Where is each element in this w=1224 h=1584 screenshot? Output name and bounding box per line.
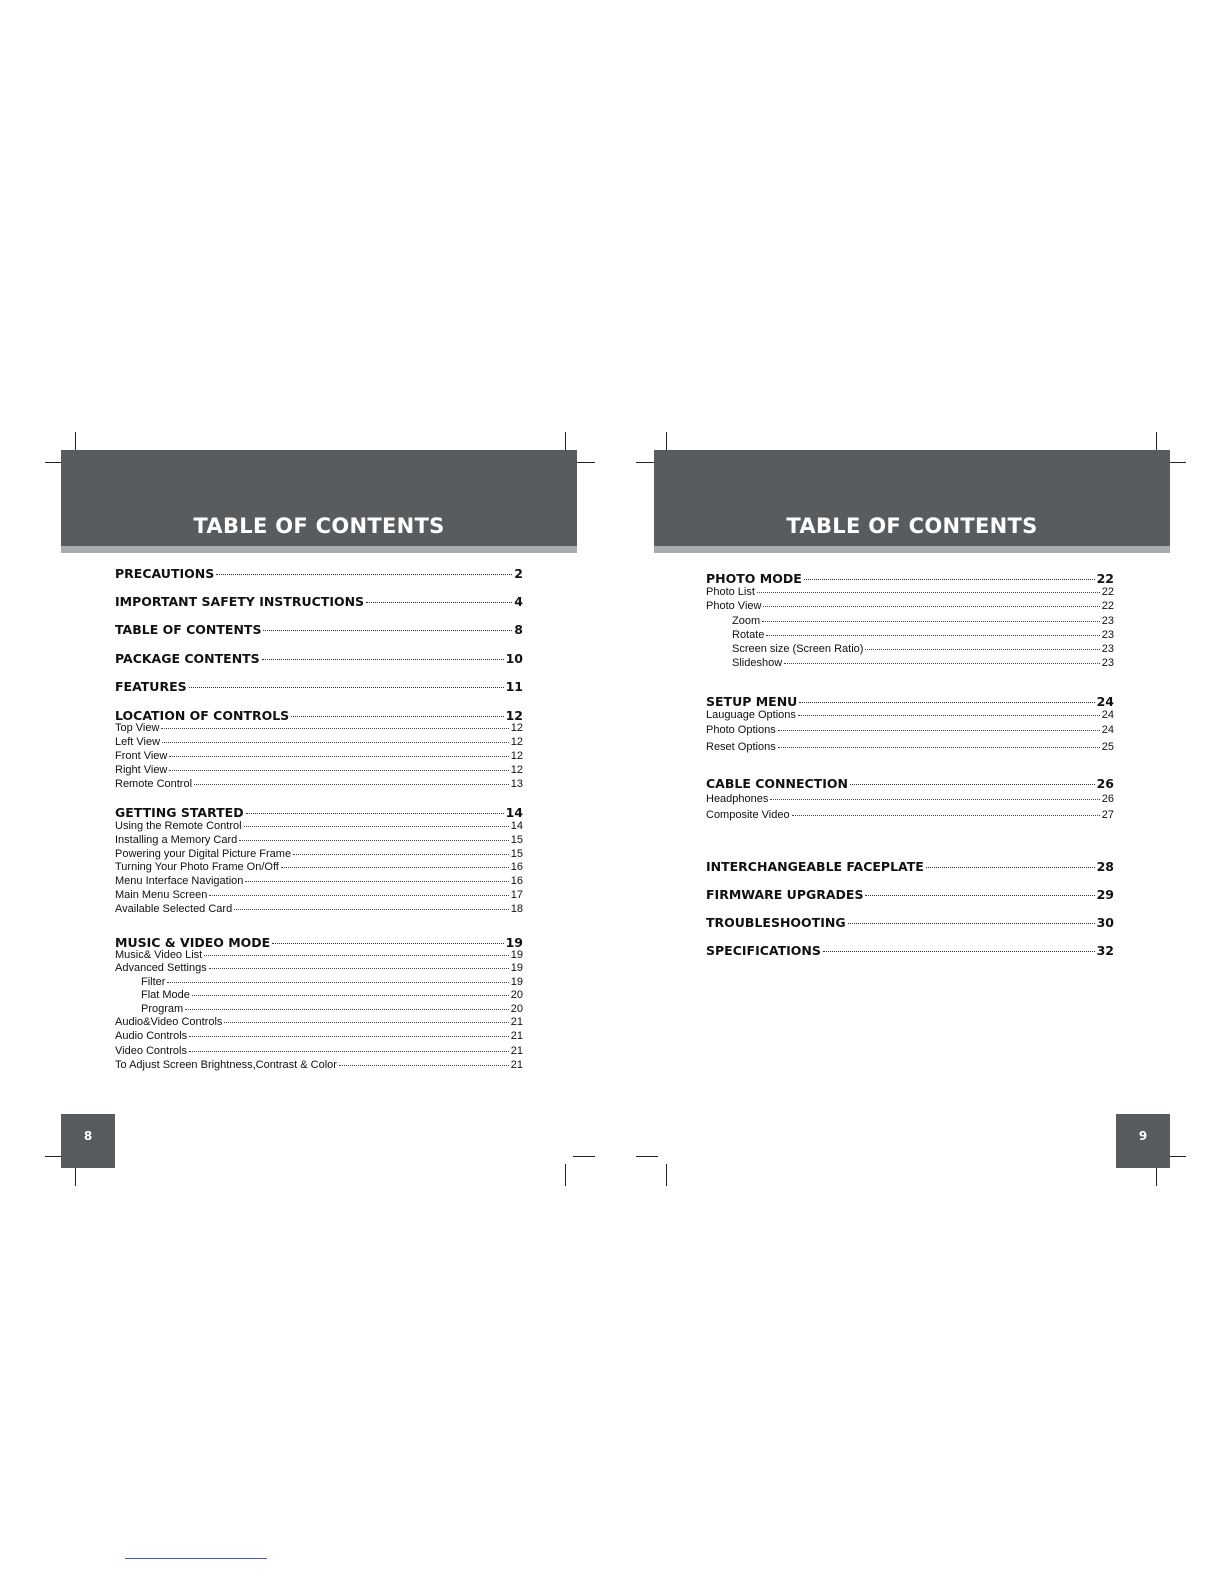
toc-entry-page: 12 xyxy=(510,722,523,734)
toc-entry-page: 21 xyxy=(510,1016,523,1028)
toc-entry-page: 14 xyxy=(505,804,523,820)
toc-subentry[interactable] xyxy=(115,1003,523,1015)
toc-subentry[interactable] xyxy=(706,600,1114,612)
toc-section-entry[interactable] xyxy=(706,915,1114,930)
toc-entry-page: 17 xyxy=(510,889,523,901)
toc-entry-page: 19 xyxy=(505,934,523,950)
toc-entry-title: Main Menu Screen xyxy=(115,889,208,901)
toc-section-entry[interactable] xyxy=(115,805,523,820)
toc-subentry[interactable] xyxy=(115,889,523,901)
toc-subentry[interactable] xyxy=(115,1016,523,1028)
dot-leader xyxy=(770,799,1099,800)
toc-entry-title: Front View xyxy=(115,750,168,762)
dot-leader xyxy=(798,715,1100,716)
dot-leader xyxy=(865,649,1099,650)
toc-subentry[interactable] xyxy=(115,764,523,776)
dot-leader xyxy=(244,826,509,827)
toc-subentry[interactable] xyxy=(115,976,523,988)
crop-mark xyxy=(573,1156,595,1157)
page-number: 8 xyxy=(61,1114,115,1168)
toc-entry-page: 18 xyxy=(510,903,523,915)
dot-leader xyxy=(246,813,504,814)
dot-leader xyxy=(169,770,508,771)
toc-subentry[interactable] xyxy=(115,1059,523,1071)
toc-section-entry[interactable] xyxy=(115,594,523,609)
toc-entry-title: Music& Video List xyxy=(115,949,203,961)
toc-entry-page: 12 xyxy=(505,707,523,723)
toc-entry-title: To Adjust Screen Brightness,Contrast & Color xyxy=(115,1059,337,1071)
toc-entry-page: 12 xyxy=(510,750,523,762)
dot-leader xyxy=(262,659,504,660)
toc-section-entry[interactable] xyxy=(115,622,523,637)
bottom-rule xyxy=(125,1558,267,1559)
toc-section-entry[interactable] xyxy=(115,708,523,723)
toc-section-entry[interactable] xyxy=(706,943,1114,958)
dot-leader xyxy=(850,784,1095,785)
toc-section-entry[interactable] xyxy=(706,776,1114,791)
toc-entry-title: Slideshow xyxy=(732,657,783,669)
toc-entry-page: 12 xyxy=(510,764,523,776)
toc-subentry[interactable] xyxy=(706,793,1114,805)
toc-entry-page: 29 xyxy=(1096,886,1114,902)
dot-leader xyxy=(167,982,508,983)
toc-entry-page: 23 xyxy=(1101,643,1114,655)
dot-leader xyxy=(194,784,509,785)
toc-entry-title: FIRMWARE UPGRADES xyxy=(706,886,864,902)
toc-entry-title: Powering your Digital Picture Frame xyxy=(115,848,292,860)
toc-section-entry[interactable] xyxy=(706,694,1114,709)
toc-subentry[interactable] xyxy=(115,834,523,846)
toc-subentry[interactable] xyxy=(115,778,523,790)
toc-entry-title: Remote Control xyxy=(115,778,193,790)
crop-mark xyxy=(565,1164,566,1186)
dot-leader xyxy=(192,995,509,996)
toc-entry-title: Photo Options xyxy=(706,724,776,736)
toc-subentry[interactable] xyxy=(115,820,523,832)
toc-subentry[interactable] xyxy=(115,875,523,887)
toc-subentry[interactable] xyxy=(115,989,523,1001)
dot-leader xyxy=(804,579,1095,580)
dot-leader xyxy=(757,592,1100,593)
toc-entry-title: SPECIFICATIONS xyxy=(706,942,821,958)
page-number: 9 xyxy=(1116,1114,1170,1168)
dot-leader xyxy=(189,687,504,688)
toc-entry-page: 13 xyxy=(510,778,523,790)
toc-entry-page: 23 xyxy=(1101,615,1114,627)
toc-subentry[interactable] xyxy=(706,657,1114,669)
toc-entry-page: 24 xyxy=(1101,724,1114,736)
toc-entry-title: Reset Options xyxy=(706,741,776,753)
toc-entry-title: PRECAUTIONS xyxy=(115,565,215,581)
toc-entry-page: 19 xyxy=(510,949,523,961)
toc-entry-page: 20 xyxy=(510,989,523,1001)
dot-leader xyxy=(848,923,1095,924)
dot-leader xyxy=(189,1036,509,1037)
toc-entry-title: Headphones xyxy=(706,793,769,805)
dot-leader xyxy=(366,602,512,603)
toc-entry-page: 23 xyxy=(1101,657,1114,669)
toc-entry-title: IMPORTANT SAFETY INSTRUCTIONS xyxy=(115,593,365,609)
toc-section-entry[interactable] xyxy=(115,679,523,694)
toc-entry-title: PACKAGE CONTENTS xyxy=(115,650,260,666)
toc-subentry[interactable] xyxy=(115,848,523,860)
dot-leader xyxy=(161,728,508,729)
toc-entry-title: Using the Remote Control xyxy=(115,820,242,832)
toc-entry-title: Advanced Settings xyxy=(115,962,207,974)
toc-entry-title: Flat Mode xyxy=(141,989,190,1001)
toc-entry-page: 28 xyxy=(1096,858,1114,874)
toc-entry-title: LOCATION OF CONTROLS xyxy=(115,707,290,723)
toc-entry-title: Top View xyxy=(115,722,160,734)
dot-leader xyxy=(339,1065,509,1066)
dot-leader xyxy=(865,895,1094,896)
toc-entry-page: 26 xyxy=(1101,793,1114,805)
crop-mark xyxy=(666,1164,667,1186)
toc-entry-page: 15 xyxy=(510,834,523,846)
toc-entry-page: 24 xyxy=(1101,709,1114,721)
toc-entry-title: Filter xyxy=(141,976,166,988)
toc-entry-page: 21 xyxy=(510,1059,523,1071)
dot-leader xyxy=(272,943,503,944)
toc-subentry[interactable] xyxy=(706,809,1114,821)
toc-entry-page: 24 xyxy=(1096,693,1114,709)
toc-subentry[interactable] xyxy=(706,586,1114,598)
dot-leader xyxy=(823,951,1095,952)
dot-leader xyxy=(224,1022,508,1023)
toc-entry-page: 32 xyxy=(1096,942,1114,958)
toc-entry-title: Rotate xyxy=(732,629,765,641)
toc-subentry[interactable] xyxy=(706,709,1114,721)
toc-entry-page: 8 xyxy=(514,621,523,637)
header-band xyxy=(654,450,1170,546)
dot-leader xyxy=(281,867,509,868)
toc-section-entry[interactable] xyxy=(706,571,1114,586)
header-rule xyxy=(61,546,577,553)
toc-entry-title: Screen size (Screen Ratio) xyxy=(732,643,864,655)
toc-entry-title: Photo View xyxy=(706,600,762,612)
dot-leader xyxy=(169,756,508,757)
toc-entry-page: 27 xyxy=(1101,809,1114,821)
toc-entry-title: Program xyxy=(141,1003,184,1015)
dot-leader xyxy=(778,747,1100,748)
toc-subentry[interactable] xyxy=(115,750,523,762)
toc-section-entry[interactable] xyxy=(115,651,523,666)
toc-entry-title: INTERCHANGEABLE FACEPLATE xyxy=(706,858,924,874)
toc-entry-title: SETUP MENU xyxy=(706,693,798,709)
toc-entry-title: Available Selected Card xyxy=(115,903,233,915)
toc-entry-page: 12 xyxy=(510,736,523,748)
toc-subentry[interactable] xyxy=(115,722,523,734)
toc-entry-page: 2 xyxy=(514,565,523,581)
dot-leader xyxy=(792,815,1100,816)
dot-leader xyxy=(263,630,512,631)
toc-subentry[interactable] xyxy=(706,615,1114,627)
toc-subentry[interactable] xyxy=(115,1030,523,1042)
toc-entry-page: 21 xyxy=(510,1030,523,1042)
toc-entry-page: 20 xyxy=(510,1003,523,1015)
toc-section-entry[interactable] xyxy=(706,859,1114,874)
dot-leader xyxy=(766,635,1099,636)
toc-entry-page: 19 xyxy=(510,962,523,974)
toc-subentry[interactable] xyxy=(706,629,1114,641)
toc-entry-title: Audio Controls xyxy=(115,1030,188,1042)
header-band xyxy=(61,450,577,546)
toc-entry-title: PHOTO MODE xyxy=(706,570,802,586)
toc-section-entry[interactable] xyxy=(115,935,523,950)
toc-entry-title: Left View xyxy=(115,736,161,748)
toc-entry-page: 19 xyxy=(510,976,523,988)
toc-entry-title: Turning Your Photo Frame On/Off xyxy=(115,861,279,873)
toc-entry-title: Zoom xyxy=(732,615,761,627)
dot-leader xyxy=(778,730,1100,731)
dot-leader xyxy=(209,968,509,969)
dot-leader xyxy=(216,574,512,575)
toc-entry-page: 26 xyxy=(1096,775,1114,791)
toc-subentry[interactable] xyxy=(115,949,523,961)
toc-entry-page: 22 xyxy=(1101,586,1114,598)
toc-subentry[interactable] xyxy=(115,1045,523,1057)
toc-subentry[interactable] xyxy=(706,741,1114,753)
header-rule xyxy=(654,546,1170,553)
dot-leader xyxy=(234,909,509,910)
dot-leader xyxy=(763,606,1099,607)
toc-entry-title: Menu Interface Navigation xyxy=(115,875,244,887)
dot-leader xyxy=(239,840,508,841)
toc-entry-page: 4 xyxy=(514,593,523,609)
dot-leader xyxy=(784,663,1100,664)
dot-leader xyxy=(209,895,508,896)
dot-leader xyxy=(926,867,1095,868)
toc-entry-title: Video Controls xyxy=(115,1045,187,1057)
dot-leader xyxy=(185,1009,509,1010)
dot-leader xyxy=(293,854,509,855)
toc-subentry[interactable] xyxy=(115,736,523,748)
toc-entry-page: 15 xyxy=(510,848,523,860)
dot-leader xyxy=(189,1051,509,1052)
toc-entry-title: TABLE OF CONTENTS xyxy=(115,621,262,637)
toc-subentry[interactable] xyxy=(115,903,523,915)
toc-entry-page: 14 xyxy=(510,820,523,832)
toc-entry-page: 22 xyxy=(1096,570,1114,586)
toc-entry-page: 11 xyxy=(505,678,523,694)
dot-leader xyxy=(162,742,509,743)
right-page xyxy=(612,0,1224,1584)
toc-entry-page: 22 xyxy=(1101,600,1114,612)
toc-entry-title: MUSIC & VIDEO MODE xyxy=(115,934,271,950)
toc-entry-title: Right View xyxy=(115,764,168,776)
dot-leader xyxy=(204,955,509,956)
toc-entry-page: 21 xyxy=(510,1045,523,1057)
toc-subentry[interactable] xyxy=(115,962,523,974)
page-title: TABLE OF CONTENTS xyxy=(193,514,445,538)
toc-entry-page: 16 xyxy=(510,861,523,873)
toc-entry-page: 25 xyxy=(1101,741,1114,753)
page-title: TABLE OF CONTENTS xyxy=(786,514,1038,538)
toc-entry-title: Installing a Memory Card xyxy=(115,834,238,846)
toc-entry-title: Audio&Video Controls xyxy=(115,1016,223,1028)
dot-leader xyxy=(245,881,508,882)
toc-entry-title: FEATURES xyxy=(115,678,187,694)
toc-entry-title: Lauguage Options xyxy=(706,709,796,721)
toc-entry-page: 23 xyxy=(1101,629,1114,641)
toc-entry-title: Photo List xyxy=(706,586,755,598)
toc-entry-title: TROUBLESHOOTING xyxy=(706,914,846,930)
toc-entry-title: CABLE CONNECTION xyxy=(706,775,848,791)
toc-entry-page: 16 xyxy=(510,875,523,887)
toc-section-entry[interactable] xyxy=(706,887,1114,902)
crop-mark xyxy=(636,1156,658,1157)
dot-leader xyxy=(799,702,1094,703)
toc-entry-page: 10 xyxy=(505,650,523,666)
toc-entry-title: GETTING STARTED xyxy=(115,804,244,820)
toc-entry-title: Composite Video xyxy=(706,809,790,821)
toc-entry-page: 30 xyxy=(1096,914,1114,930)
dot-leader xyxy=(762,621,1100,622)
dot-leader xyxy=(291,716,503,717)
toc-subentry[interactable] xyxy=(706,724,1114,736)
toc-subentry[interactable] xyxy=(115,861,523,873)
toc-subentry[interactable] xyxy=(706,643,1114,655)
toc-section-entry[interactable] xyxy=(115,566,523,581)
